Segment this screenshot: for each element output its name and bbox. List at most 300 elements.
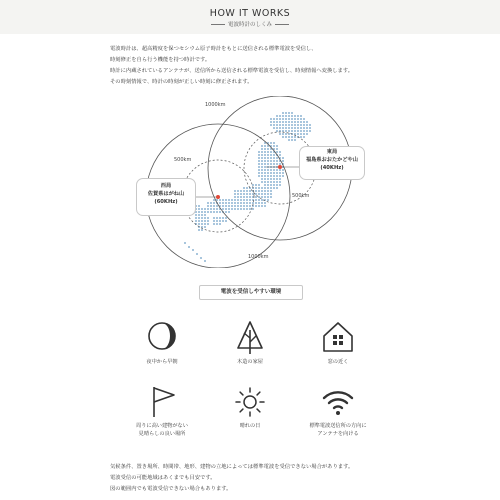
map-dot	[216, 223, 218, 225]
map-dot	[261, 169, 263, 171]
map-dot	[303, 121, 305, 123]
map-dot	[273, 181, 275, 183]
map-dot	[279, 154, 281, 156]
map-dot	[279, 184, 281, 186]
map-dot	[267, 151, 269, 153]
subtitle-text: 電波時計のしくみ	[227, 22, 272, 28]
map-dot	[264, 196, 266, 198]
map-dot	[207, 202, 209, 204]
map-dot	[261, 181, 263, 183]
map-dot	[291, 121, 293, 123]
map-dot	[207, 205, 209, 207]
map-dot	[216, 208, 218, 210]
map-dot	[225, 202, 227, 204]
map-dot	[288, 127, 290, 129]
map-dot	[273, 187, 275, 189]
map-dot	[204, 217, 206, 219]
map-dot	[246, 190, 248, 192]
map-dot	[184, 242, 186, 244]
map-dot	[273, 121, 275, 123]
map-dot	[303, 136, 305, 138]
map-dot	[276, 130, 278, 132]
map-dot	[216, 211, 218, 213]
map-dot	[258, 184, 260, 186]
map-dot	[282, 133, 284, 135]
condition-item-antenna	[298, 382, 378, 438]
wifi-signal-icon	[298, 382, 378, 422]
map-dot	[297, 121, 299, 123]
map-dot	[219, 220, 221, 222]
map-dot	[273, 157, 275, 159]
map-dot	[258, 151, 260, 153]
map-dot	[216, 217, 218, 219]
map-dot	[225, 220, 227, 222]
map-dot	[294, 139, 296, 141]
map-dot	[270, 157, 272, 159]
map-dot	[222, 208, 224, 210]
map-dot	[234, 199, 236, 201]
map-dot	[201, 214, 203, 216]
condition-item-night	[122, 318, 202, 366]
map-dot	[231, 202, 233, 204]
map-dot	[228, 199, 230, 201]
intro-line: 電波時計は、超高精度を保つセシウム原子時計をもとに送信される標準電波を受信し、	[110, 46, 317, 52]
note-line: 電波受信の可能地域はあくまでも目安です。	[110, 475, 216, 481]
map-dot	[249, 208, 251, 210]
map-dot	[222, 202, 224, 204]
map-dot	[204, 214, 206, 216]
map-dot	[267, 184, 269, 186]
map-dot	[294, 127, 296, 129]
map-dot	[300, 115, 302, 117]
map-dot	[246, 202, 248, 204]
map-dot	[246, 187, 248, 189]
condition-label: 見晴らしの良い場所	[138, 431, 186, 437]
condition-label: 晴れの日	[239, 423, 261, 429]
map-dot	[261, 178, 263, 180]
map-dot	[213, 202, 215, 204]
map-dot	[243, 187, 245, 189]
map-dot	[207, 217, 209, 219]
map-dot	[195, 220, 197, 222]
map-dot	[204, 211, 206, 213]
map-dot	[249, 196, 251, 198]
map-dot	[300, 133, 302, 135]
map-dot	[270, 124, 272, 126]
west-station-label	[136, 178, 196, 216]
map-dot	[240, 196, 242, 198]
map-dot	[258, 169, 260, 171]
west-station-marker	[216, 195, 220, 199]
map-dot	[288, 124, 290, 126]
map-dot	[255, 205, 257, 207]
map-dot	[255, 199, 257, 201]
map-dot	[264, 202, 266, 204]
map-dot	[273, 154, 275, 156]
map-dot	[261, 166, 263, 168]
map-dot	[303, 130, 305, 132]
wooden-house-tree-icon	[210, 318, 290, 358]
map-dot	[258, 193, 260, 195]
map-dot	[261, 157, 263, 159]
map-dot	[228, 205, 230, 207]
map-dot	[210, 205, 212, 207]
map-dot	[198, 217, 200, 219]
map-dot	[196, 253, 198, 255]
notes-text	[110, 462, 400, 495]
map-dot	[267, 157, 269, 159]
map-dot	[210, 208, 212, 210]
divider-left	[211, 24, 225, 25]
map-dot	[258, 154, 260, 156]
map-dot	[240, 202, 242, 204]
map-dot	[264, 148, 266, 150]
map-dot	[213, 217, 215, 219]
house-window-icon	[298, 318, 378, 358]
map-dot	[279, 124, 281, 126]
map-dot	[261, 151, 263, 153]
map-dot	[261, 196, 263, 198]
map-dot	[261, 154, 263, 156]
map-dot	[276, 160, 278, 162]
map-dot	[270, 154, 272, 156]
map-dot	[270, 184, 272, 186]
map-dot	[261, 163, 263, 165]
map-dot	[261, 190, 263, 192]
map-dot	[198, 214, 200, 216]
map-dot	[267, 178, 269, 180]
map-dot	[276, 169, 278, 171]
map-dot	[267, 196, 269, 198]
map-dot	[207, 223, 209, 225]
map-dot	[273, 142, 275, 144]
map-dot	[285, 121, 287, 123]
map-dot	[225, 208, 227, 210]
coverage-diagram	[0, 96, 500, 268]
map-dot	[294, 133, 296, 135]
map-dot	[213, 205, 215, 207]
map-dot	[237, 190, 239, 192]
map-dot	[201, 220, 203, 222]
map-dot	[237, 205, 239, 207]
map-dot	[219, 223, 221, 225]
map-dot	[243, 190, 245, 192]
map-dot	[252, 202, 254, 204]
map-dot	[258, 175, 260, 177]
map-dot	[249, 202, 251, 204]
map-dot	[258, 190, 260, 192]
map-dot	[222, 220, 224, 222]
map-dot	[276, 178, 278, 180]
map-dot	[255, 202, 257, 204]
map-dot	[222, 205, 224, 207]
page-title: HOW IT WORKS	[209, 8, 291, 19]
map-dot	[261, 199, 263, 201]
map-dot	[273, 175, 275, 177]
map-dot	[243, 193, 245, 195]
east-station-freq: (40KHz)	[320, 165, 344, 171]
map-dot	[261, 205, 263, 207]
map-dot	[276, 118, 278, 120]
map-dot	[264, 163, 266, 165]
map-dot	[276, 187, 278, 189]
map-dot	[303, 133, 305, 135]
map-dot	[294, 136, 296, 138]
map-dot	[234, 202, 236, 204]
map-dot	[234, 190, 236, 192]
condition-label: 夜中から早朝	[146, 359, 178, 365]
map-dot	[276, 181, 278, 183]
map-dot	[291, 139, 293, 141]
map-dot	[267, 187, 269, 189]
map-dot	[300, 130, 302, 132]
night-moon-icon	[122, 318, 202, 358]
map-dot	[258, 160, 260, 162]
map-dot	[309, 130, 311, 132]
map-dot	[246, 205, 248, 207]
map-dot	[309, 127, 311, 129]
map-dot	[270, 196, 272, 198]
map-dot	[200, 257, 202, 259]
intro-line: その時刻情報で、時計の時刻が正しい時刻に修正されます。	[110, 79, 253, 85]
map-dot	[270, 121, 272, 123]
map-dot	[237, 208, 239, 210]
map-dot	[273, 169, 275, 171]
map-dot	[291, 115, 293, 117]
map-dot	[255, 193, 257, 195]
map-dot	[297, 124, 299, 126]
map-dot	[264, 190, 266, 192]
note-line: 気候条件、置き場所、時間帯、地形、建物の立地によっては標準電波を受信できない場合があります。	[110, 464, 354, 470]
map-dot	[294, 115, 296, 117]
map-dot	[288, 130, 290, 132]
map-dot	[231, 205, 233, 207]
condition-item-window	[298, 318, 378, 366]
map-dot	[234, 193, 236, 195]
map-dot	[297, 127, 299, 129]
map-dot	[249, 205, 251, 207]
map-dot	[228, 211, 230, 213]
map-dot	[264, 175, 266, 177]
condition-label: 木造の家屋	[237, 359, 263, 365]
map-dot	[276, 163, 278, 165]
map-dot	[276, 121, 278, 123]
map-dot	[201, 211, 203, 213]
map-dot	[270, 193, 272, 195]
map-dot	[282, 169, 284, 171]
map-dot	[276, 172, 278, 174]
map-dot	[213, 223, 215, 225]
map-dot	[297, 115, 299, 117]
map-dot	[279, 175, 281, 177]
map-dot	[270, 181, 272, 183]
map-dot	[255, 190, 257, 192]
map-dot	[273, 127, 275, 129]
map-dot	[285, 127, 287, 129]
map-dot	[240, 199, 242, 201]
map-dot	[300, 127, 302, 129]
map-dot	[267, 181, 269, 183]
map-dot	[282, 115, 284, 117]
map-dot	[267, 199, 269, 201]
map-dot	[270, 175, 272, 177]
map-dot	[276, 115, 278, 117]
map-dot	[240, 190, 242, 192]
map-dot	[282, 136, 284, 138]
map-dot	[195, 214, 197, 216]
map-dot	[291, 118, 293, 120]
map-dot	[213, 199, 215, 201]
map-dot	[270, 118, 272, 120]
map-dot	[282, 157, 284, 159]
sun-ray	[257, 409, 260, 412]
map-dot	[213, 211, 215, 213]
map-dot	[297, 133, 299, 135]
map-dot	[258, 157, 260, 159]
map-dot	[261, 148, 263, 150]
map-dot	[255, 196, 257, 198]
map-dot	[255, 184, 257, 186]
map-dot	[219, 217, 221, 219]
map-dot	[201, 229, 203, 231]
map-dot	[219, 211, 221, 213]
map-dot	[273, 172, 275, 174]
map-dot	[198, 208, 200, 210]
map-dot	[303, 124, 305, 126]
note-line: 図の範囲内でも電波受信できない場合もあります。	[110, 486, 232, 492]
map-dot	[240, 193, 242, 195]
map-dot	[228, 202, 230, 204]
map-dot	[270, 151, 272, 153]
map-dot	[255, 187, 257, 189]
distance-top: 1000km	[205, 102, 226, 108]
map-dot	[276, 184, 278, 186]
map-dot	[267, 175, 269, 177]
map-dot	[258, 196, 260, 198]
intro-line: 時刻修正を自ら行う機能を持つ時計です。	[110, 57, 211, 63]
map-dot	[228, 208, 230, 210]
map-dot	[303, 118, 305, 120]
map-dot	[249, 190, 251, 192]
map-dot	[225, 205, 227, 207]
map-dot	[234, 208, 236, 210]
map-dot	[270, 142, 272, 144]
map-dot	[249, 199, 251, 201]
map-dot	[279, 172, 281, 174]
map-dot	[282, 175, 284, 177]
map-dot	[285, 118, 287, 120]
distance-right-inner: 500km	[292, 193, 310, 199]
map-dot	[276, 175, 278, 177]
map-dot	[267, 169, 269, 171]
map-dot	[273, 178, 275, 180]
map-dot	[264, 205, 266, 207]
map-dot	[276, 157, 278, 159]
map-dot	[270, 187, 272, 189]
map-dot	[249, 193, 251, 195]
map-dot	[270, 169, 272, 171]
map-dot	[264, 166, 266, 168]
map-dot	[270, 163, 272, 165]
map-dot	[282, 124, 284, 126]
map-dot	[225, 211, 227, 213]
map-dot	[288, 118, 290, 120]
map-dot	[279, 181, 281, 183]
map-dot	[264, 169, 266, 171]
map-dot	[282, 127, 284, 129]
map-dot	[258, 166, 260, 168]
map-dot	[237, 199, 239, 201]
map-dot	[282, 130, 284, 132]
japan-map	[184, 112, 311, 262]
map-dot	[237, 196, 239, 198]
map-dot	[264, 178, 266, 180]
west-station-name: 西局	[160, 183, 172, 189]
intro-line: 時計に内蔵されているアンテナが、送信所から送信される標準電波を受信し、時刻情報へ変換します。	[110, 68, 354, 74]
map-dot	[279, 169, 281, 171]
map-dot	[270, 178, 272, 180]
map-dot	[222, 199, 224, 201]
map-dot	[285, 130, 287, 132]
map-dot	[258, 205, 260, 207]
map-dot	[276, 127, 278, 129]
map-dot	[306, 130, 308, 132]
map-dot	[279, 133, 281, 135]
condition-label: アンテナを向ける	[317, 431, 359, 437]
map-dot	[297, 130, 299, 132]
map-dot	[267, 154, 269, 156]
map-dot	[273, 160, 275, 162]
map-dot	[288, 136, 290, 138]
map-dot	[273, 124, 275, 126]
map-dot	[267, 190, 269, 192]
map-dot	[297, 118, 299, 120]
sun-ray	[240, 392, 243, 395]
map-dot	[261, 145, 263, 147]
map-dot	[234, 196, 236, 198]
map-dot	[285, 112, 287, 114]
map-dot	[267, 163, 269, 165]
map-dot	[246, 196, 248, 198]
map-dot	[288, 112, 290, 114]
map-dot	[213, 208, 215, 210]
map-dot	[201, 217, 203, 219]
map-dot	[264, 145, 266, 147]
map-dot	[282, 112, 284, 114]
map-dot	[285, 115, 287, 117]
map-dot	[261, 160, 263, 162]
condition-label: 周りに高い建物がない	[136, 423, 188, 429]
map-dot	[204, 208, 206, 210]
map-dot	[207, 208, 209, 210]
map-dot	[204, 223, 206, 225]
map-dot	[243, 202, 245, 204]
map-dot	[237, 193, 239, 195]
map-dot	[225, 217, 227, 219]
map-dot	[258, 163, 260, 165]
map-dot	[285, 136, 287, 138]
map-dot	[204, 226, 206, 228]
map-dot	[231, 199, 233, 201]
map-dot	[237, 202, 239, 204]
map-dot	[294, 118, 296, 120]
map-dot	[198, 229, 200, 231]
divider-right	[275, 24, 289, 25]
sun-ray	[257, 392, 260, 395]
map-dot	[234, 205, 236, 207]
distance-bottom: 1000km	[248, 254, 269, 260]
map-dot	[273, 163, 275, 165]
